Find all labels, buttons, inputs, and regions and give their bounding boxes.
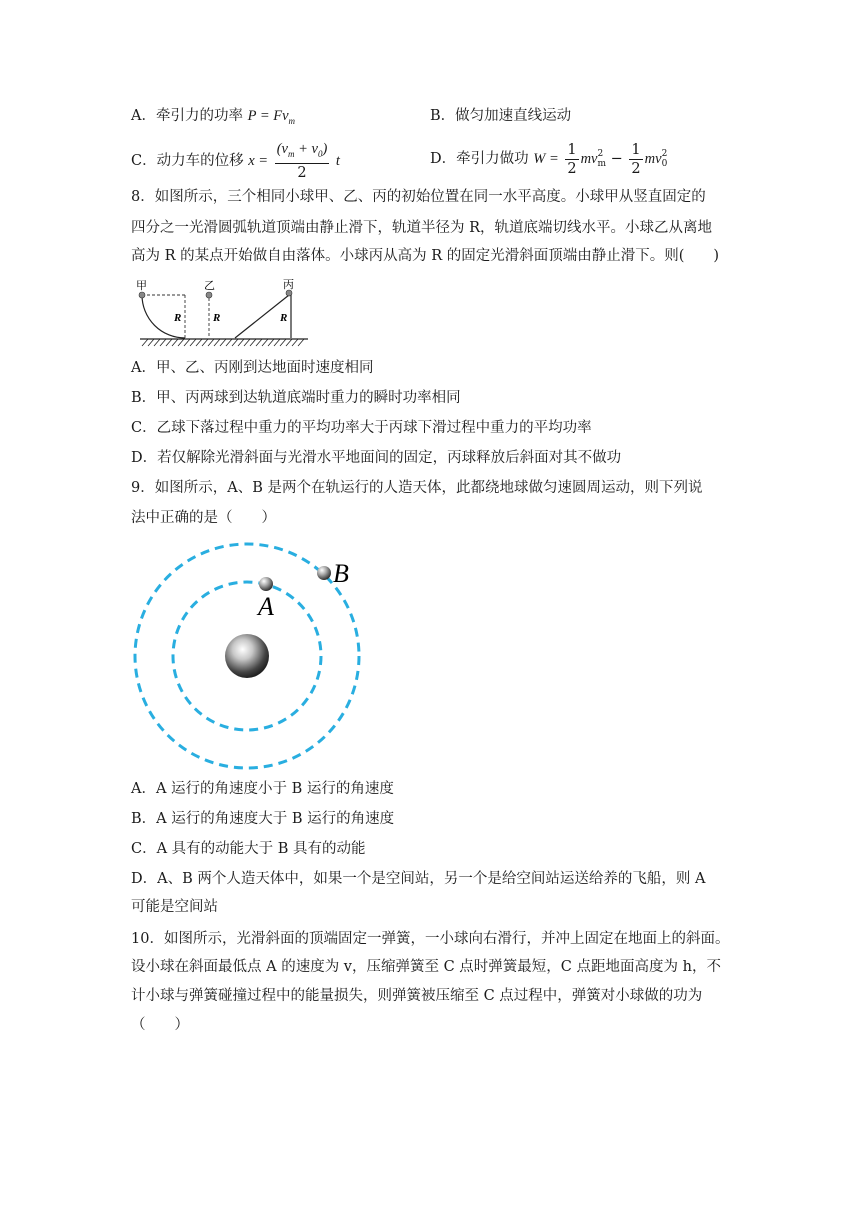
q10-stem-line3: 计小球与弹簧碰撞过程中的能量损失，则弹簧被压缩至 C 点过程中，弹簧对小球做的功为 [131,988,703,1004]
q7-option-c-numerator [275,140,330,164]
q7-option-b: B．做匀加速直线运动 [430,108,572,124]
q7-c-num-part2: + v [294,141,318,157]
q9-option-b: B．A 运行的角速度大于 B 运行的角速度 [131,811,395,827]
q7-d-mv1: mv [580,151,598,167]
q7-option-c-text: C．动力车的位移 [131,152,244,169]
q7-option-d-text: D．牵引力做功 [430,151,529,167]
q7-c-num-part1: (v [276,141,288,157]
q8-option-b: B．甲、丙两球到达轨道底端时重力的瞬时功率相同 [131,390,461,406]
q7-d-frac1-den: 2 [567,160,577,177]
q9-stem-line1: 9．如图所示，A、B 是两个在轨运行的人造天体，此都绕地球做匀速圆周运动，则下列说 [131,480,703,496]
q8-stem-line3: 高为 R 的某点开始做自由落体。小球丙从高为 R 的固定光滑斜面顶端由静止滑下。则( ) [131,248,720,264]
q8-ball-yi [206,292,212,298]
q7-d-frac2-den: 2 [631,160,641,177]
satellite-b [317,566,331,580]
q9-option-a: A．A 运行的角速度小于 B 运行的角速度 [131,781,394,797]
q8-figure [130,276,310,352]
q7-option-d [430,140,667,178]
q7-d-sup1: 2 [597,149,604,159]
q7-option-c-denominator: 2 [297,164,307,181]
q7-d-minus: − [610,151,623,167]
earth-sphere [225,634,269,678]
q8-stem-line1: 8．如图所示，三个相同小球甲、乙、丙的初始位置在同一水平高度。小球甲从竖直固定的 [131,189,706,205]
q7-option-c-lhs: x = [248,152,269,169]
q7-option-d-frac2 [629,141,642,178]
q7-d-script2 [662,149,668,169]
satellite-a [259,577,273,591]
q9-option-d-cont: 可能是空间站 [131,899,218,915]
q7-option-a-sub: m [288,115,296,126]
q8-stem-line2: 四分之一光滑圆弧轨道顶端由静止滑下，轨道半径为 R，轨道底端切线水平。小球乙从离地 [131,220,713,236]
q10-stem-line2: 设小球在斜面最低点 A 的速度为 v，压缩弹簧至 C 点时弹簧最短，C 点距地面高度为 h，不 [131,959,721,975]
q8-ball-jia [139,292,145,298]
q7-option-d-lhs: W = [533,151,559,167]
q7-d-mv2: mv [644,151,662,167]
q10-stem-line1: 10．如图所示，光滑斜面的顶端固定一弹簧，一小球向右滑行，并冲上固定在地面上的斜面。 [131,931,730,947]
label-b: B [333,559,349,588]
q8-label-bing: 丙 [283,279,294,291]
q8-label-r2: R [213,312,221,324]
q7-option-c-fraction [275,140,330,182]
q7-c-num-sub1: m [287,148,295,159]
q7-option-c [131,140,340,182]
q7-option-a [131,106,295,131]
q7-d-script1 [598,149,607,169]
q8-option-a: A．甲、乙、丙刚到达地面时速度相同 [131,360,374,376]
q7-c-num-part3: ) [322,141,328,157]
q8-ground-hatch [142,339,304,346]
label-a: A [258,592,274,621]
q9-option-d: D．A、B 两个人造天体中，如果一个是空间站，另一个是给空间站运送给养的飞船，则 A [131,871,706,887]
q7-option-a-text: A．牵引力的功率 [131,108,243,124]
q7-d-frac1-num: 1 [567,141,577,158]
q7-d-sup2: 2 [661,149,668,159]
q9-stem-line2: 法中正确的是（ ） [131,510,276,526]
q8-label-r3: R [280,312,288,324]
q7-d-sub2: 0 [661,159,668,169]
q7-option-a-formula: P = Fv [247,108,289,124]
q8-label-r1: R [174,312,182,324]
q8-option-c: C．乙球下落过程中重力的平均功率大于丙球下滑过程中重力的平均功率 [131,420,592,436]
q10-stem-line4: （ ） [131,1017,189,1033]
q7-option-c-tail: t [335,152,340,169]
q8-label-yi: 乙 [204,280,215,292]
q9-option-c: C．A 具有的动能大于 B 具有的动能 [131,841,366,857]
q7-c-num-sub2: 0 [317,148,323,159]
q8-label-jia: 甲 [136,280,147,292]
q7-option-d-frac1 [565,141,578,178]
q9-orbit-figure [130,538,370,778]
q7-d-sub1: m [597,159,607,169]
q7-d-frac2-num: 1 [631,141,641,158]
q8-option-d: D．若仅解除光滑斜面与光滑水平地面间的固定，丙球释放后斜面对其不做功 [131,450,622,466]
